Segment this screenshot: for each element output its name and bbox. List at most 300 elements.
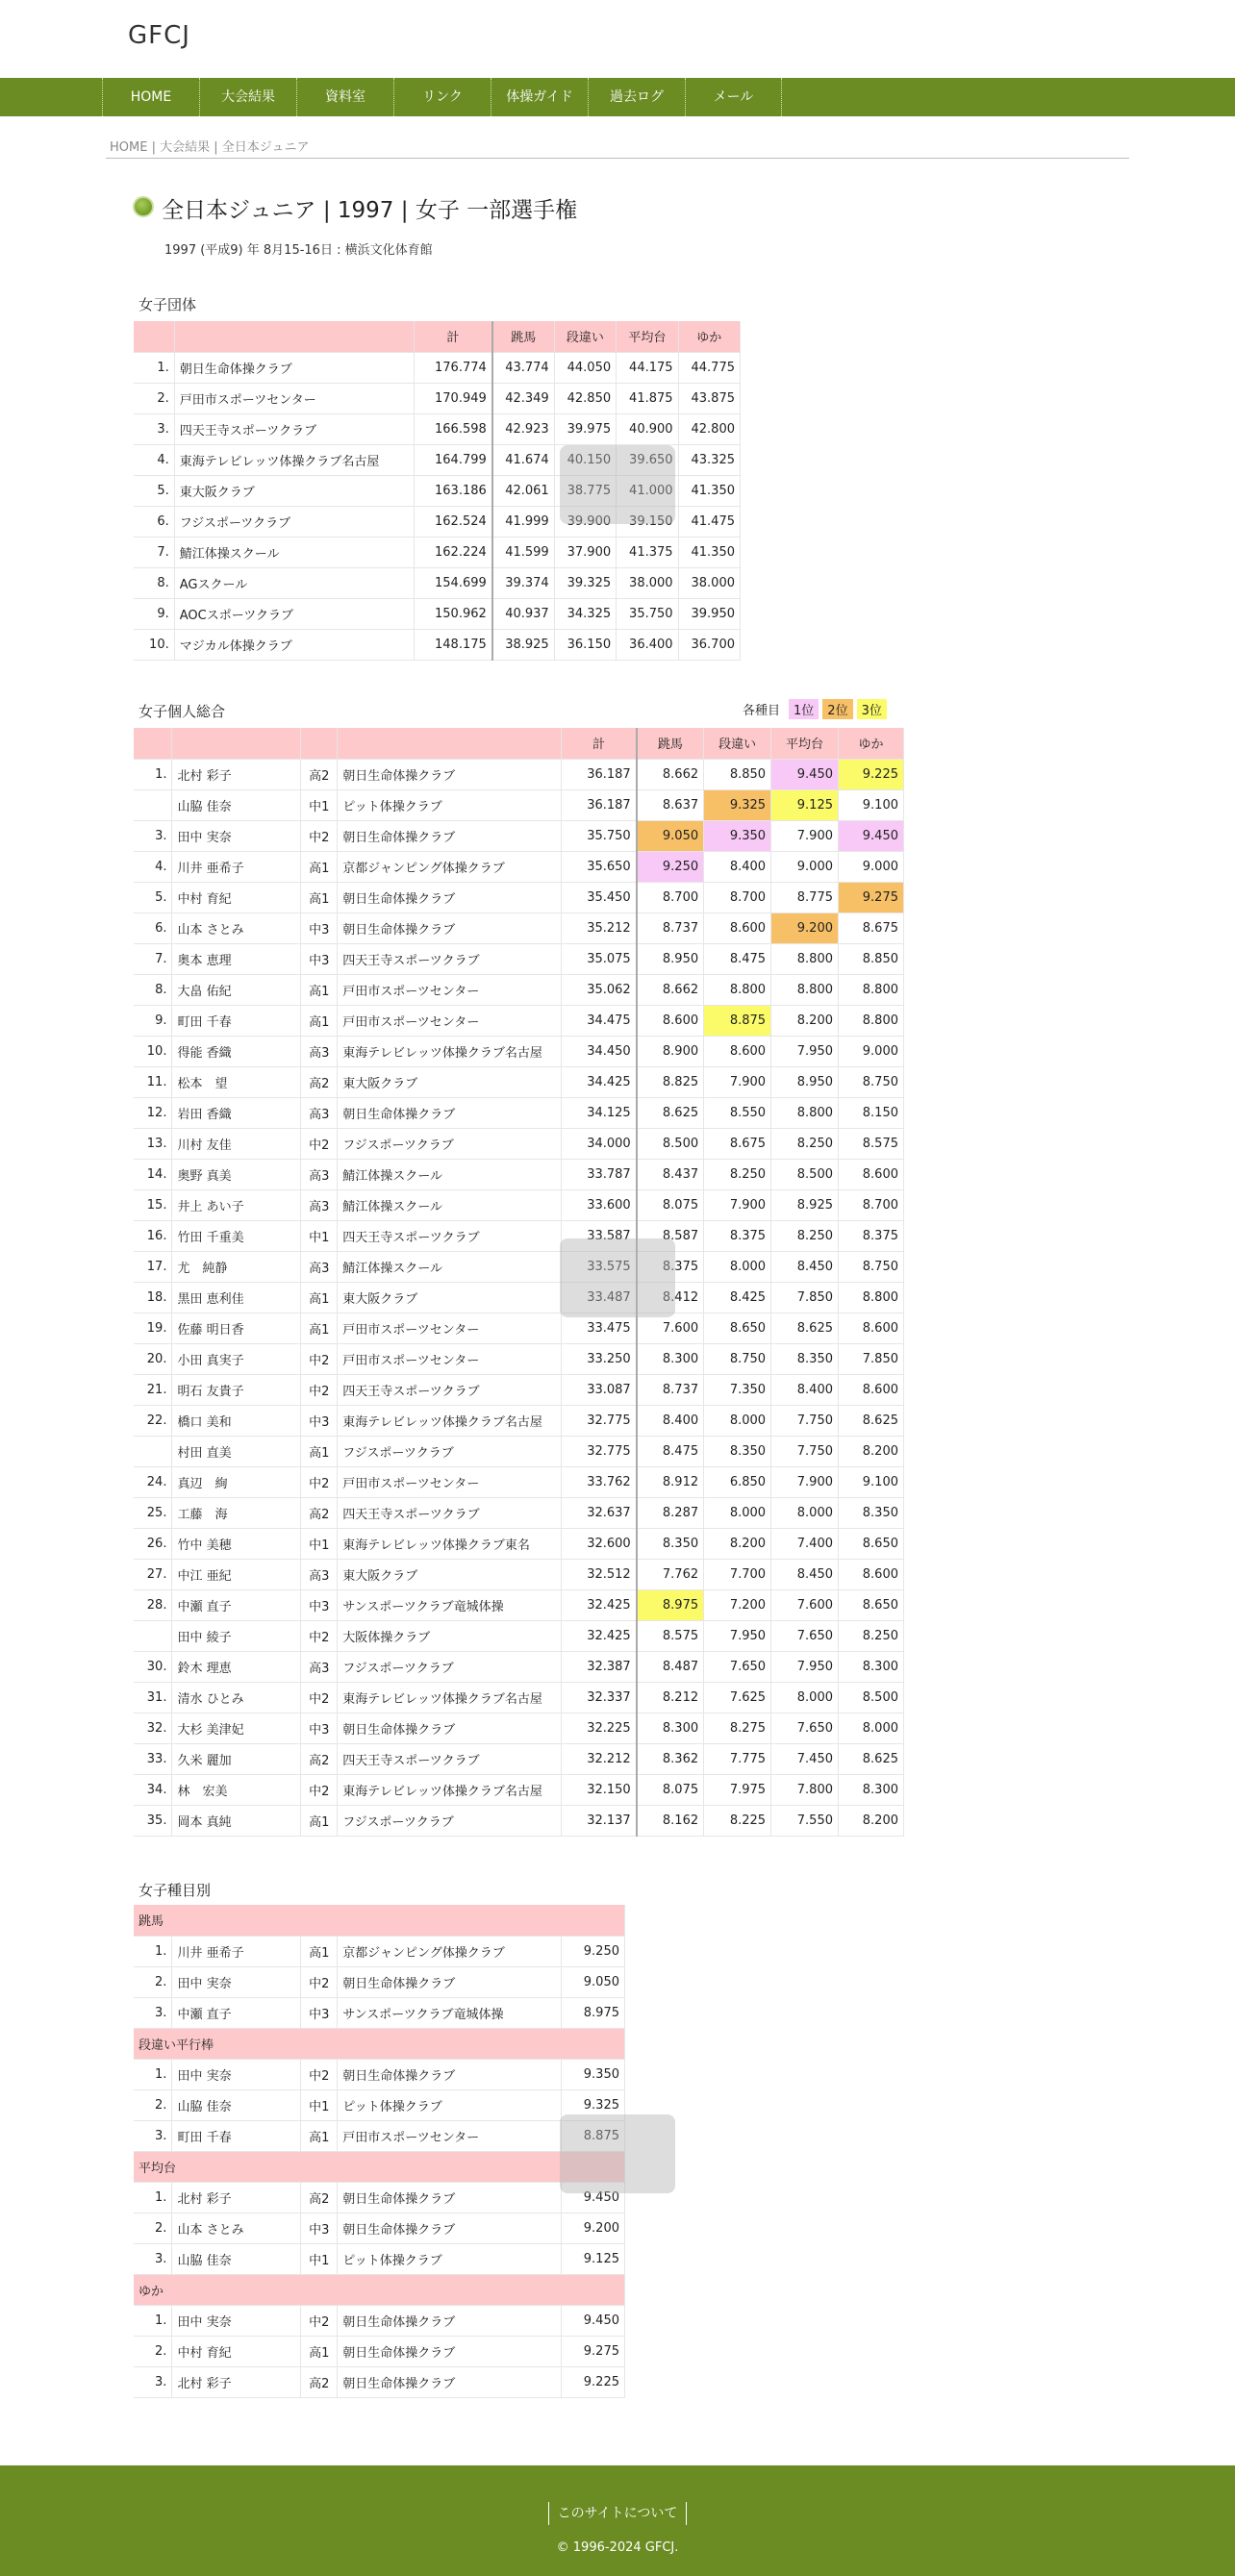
table-cell: 8.487 bbox=[637, 1651, 704, 1682]
table-cell: 14. bbox=[134, 1159, 172, 1189]
table-cell: 25. bbox=[134, 1497, 172, 1528]
table-cell: 5. bbox=[134, 882, 172, 913]
column-header bbox=[134, 321, 174, 352]
table-row bbox=[134, 1743, 904, 1774]
table-cell: 7.600 bbox=[771, 1589, 839, 1620]
table-cell: 13. bbox=[134, 1128, 172, 1159]
table-cell: 朝日生命体操クラブ bbox=[338, 1713, 562, 1743]
table-cell: 村田 直美 bbox=[172, 1436, 301, 1466]
table-cell: 高1 bbox=[301, 1313, 338, 1343]
event-date: 1997 (平成9) 年 8月15-16日 : 横浜文化体育館 bbox=[164, 243, 433, 258]
table-cell: 8.000 bbox=[704, 1251, 771, 1282]
table-cell: 40.150 bbox=[554, 444, 616, 475]
table-cell: 四天王寺スポーツクラブ bbox=[338, 1374, 562, 1405]
table-cell: 8.000 bbox=[771, 1497, 839, 1528]
table-cell: 高1 bbox=[301, 974, 338, 1005]
table-cell: 32.775 bbox=[562, 1436, 637, 1466]
table-cell: 8.850 bbox=[704, 759, 771, 789]
table-cell: 高2 bbox=[301, 1066, 338, 1097]
table-cell: 高1 bbox=[301, 882, 338, 913]
table-cell: 大阪体操クラブ bbox=[338, 1620, 562, 1651]
table-cell: 42.349 bbox=[492, 383, 554, 413]
table-cell: 44.050 bbox=[554, 352, 616, 383]
column-header: 計 bbox=[414, 321, 491, 352]
table-cell: 35.075 bbox=[562, 943, 637, 974]
table-cell: 32. bbox=[134, 1713, 172, 1743]
table-cell: 8.250 bbox=[771, 1220, 839, 1251]
table-cell: 中江 亜紀 bbox=[172, 1559, 301, 1589]
nav-item[interactable]: 体操ガイド bbox=[491, 78, 588, 116]
table-cell: 朝日生命体操クラブ bbox=[338, 2305, 562, 2336]
table-cell: 8.375 bbox=[637, 1251, 704, 1282]
table-cell: フジスポーツクラブ bbox=[338, 1128, 562, 1159]
table-cell: 8.450 bbox=[771, 1251, 839, 1282]
table-cell: 奥本 恵理 bbox=[172, 943, 301, 974]
table-cell: 33.600 bbox=[562, 1189, 637, 1220]
table-cell: 7. bbox=[134, 943, 172, 974]
table-cell: 8.737 bbox=[637, 913, 704, 943]
table-cell: 東海テレビレッツ体操クラブ名古屋 bbox=[338, 1682, 562, 1713]
tap-overlay-icon bbox=[560, 445, 675, 524]
table-cell: 8.287 bbox=[637, 1497, 704, 1528]
table-cell: 33.762 bbox=[562, 1466, 637, 1497]
table-cell: 39.325 bbox=[554, 567, 616, 598]
table-cell: 中1 bbox=[301, 1220, 338, 1251]
nav-item[interactable]: リンク bbox=[393, 78, 491, 116]
table-cell: 9.125 bbox=[562, 2243, 625, 2274]
table-cell: 27. bbox=[134, 1559, 172, 1589]
table-cell: 四天王寺スポーツクラブ bbox=[338, 943, 562, 974]
table-cell: 8.412 bbox=[637, 1282, 704, 1313]
table-cell: 32.425 bbox=[562, 1589, 637, 1620]
table-cell: 9.275 bbox=[562, 2336, 625, 2366]
table-cell: 8.875 bbox=[562, 2120, 625, 2151]
table-cell: 中2 bbox=[301, 1374, 338, 1405]
table-cell: 9.325 bbox=[704, 789, 771, 820]
table-cell: 高3 bbox=[301, 1651, 338, 1682]
table-cell: AOCスポーツクラブ bbox=[174, 598, 414, 629]
table-cell: 8.775 bbox=[771, 882, 839, 913]
table-cell: 9.000 bbox=[771, 851, 839, 882]
table-cell: 岩田 香織 bbox=[172, 1097, 301, 1128]
table-cell: 8.975 bbox=[562, 1997, 625, 2028]
table-cell: 中2 bbox=[301, 820, 338, 851]
table-cell: 41.999 bbox=[492, 506, 554, 537]
table-row bbox=[134, 1343, 904, 1374]
table-cell: 7.650 bbox=[704, 1651, 771, 1682]
table-row bbox=[134, 882, 904, 913]
table-cell: 41.674 bbox=[492, 444, 554, 475]
table-cell: 中3 bbox=[301, 1997, 338, 2028]
table-cell: 18. bbox=[134, 1282, 172, 1313]
table-row bbox=[134, 1497, 904, 1528]
table-cell: 8.600 bbox=[839, 1313, 904, 1343]
table-cell: 小田 真実子 bbox=[172, 1343, 301, 1374]
table-cell: 35.212 bbox=[562, 913, 637, 943]
table-cell: 3. bbox=[134, 413, 174, 444]
table-cell: 36.150 bbox=[554, 629, 616, 660]
table-cell: 高1 bbox=[301, 1436, 338, 1466]
table-cell: 20. bbox=[134, 1343, 172, 1374]
table-cell: 154.699 bbox=[414, 567, 491, 598]
table-cell: 高2 bbox=[301, 2182, 338, 2213]
table-cell: 8.600 bbox=[839, 1159, 904, 1189]
event-group-row bbox=[134, 1905, 625, 1936]
table-row bbox=[134, 1466, 904, 1497]
column-header: ゆか bbox=[678, 321, 740, 352]
breadcrumb[interactable]: HOME | 大会結果 | 全日本ジュニア bbox=[110, 140, 310, 155]
table-cell: 8.575 bbox=[839, 1128, 904, 1159]
table-cell: 高1 bbox=[301, 1005, 338, 1036]
table-cell: 高1 bbox=[301, 2120, 338, 2151]
table-row bbox=[134, 851, 904, 882]
table-cell: 朝日生命体操クラブ bbox=[338, 2182, 562, 2213]
table-cell: 8.075 bbox=[637, 1774, 704, 1805]
table-cell: 田中 実奈 bbox=[172, 1966, 301, 1997]
table-cell: 6.850 bbox=[704, 1466, 771, 1497]
event-results-table bbox=[134, 1905, 625, 2398]
table-cell: 36.187 bbox=[562, 759, 637, 789]
table-cell: 42.800 bbox=[678, 413, 740, 444]
table-cell: 明石 友貴子 bbox=[172, 1374, 301, 1405]
table-cell: 38.000 bbox=[617, 567, 678, 598]
table-row bbox=[134, 2305, 625, 2336]
table-cell: 9.225 bbox=[562, 2366, 625, 2397]
table-cell: 中2 bbox=[301, 1128, 338, 1159]
table-cell: 16. bbox=[134, 1220, 172, 1251]
table-cell: 8.600 bbox=[839, 1559, 904, 1589]
table-cell: 8.000 bbox=[704, 1405, 771, 1436]
table-cell: 41.350 bbox=[678, 537, 740, 567]
table-cell: 中3 bbox=[301, 2213, 338, 2243]
table-cell: 田中 実奈 bbox=[172, 2059, 301, 2089]
table-cell: 9.325 bbox=[562, 2089, 625, 2120]
table-cell: 15. bbox=[134, 1189, 172, 1220]
column-header: 平均台 bbox=[617, 321, 678, 352]
table-cell: 8.350 bbox=[771, 1343, 839, 1374]
table-cell: 奥野 真美 bbox=[172, 1159, 301, 1189]
table-cell: 33.250 bbox=[562, 1343, 637, 1374]
table-cell: 8.825 bbox=[637, 1066, 704, 1097]
nav-item[interactable]: メール bbox=[685, 78, 782, 116]
table-cell: 6. bbox=[134, 913, 172, 943]
table-cell: 中2 bbox=[301, 1774, 338, 1805]
table-cell: 高2 bbox=[301, 2366, 338, 2397]
about-link[interactable]: このサイトについて bbox=[548, 2502, 687, 2525]
table-cell: 34.000 bbox=[562, 1128, 637, 1159]
table-cell: 34. bbox=[134, 1774, 172, 1805]
table-cell: 41.350 bbox=[678, 475, 740, 506]
table-cell: 8.000 bbox=[704, 1497, 771, 1528]
table-cell: 9.200 bbox=[771, 913, 839, 943]
column-header: 段違い bbox=[554, 321, 616, 352]
table-cell bbox=[134, 1620, 172, 1651]
table-cell: 高1 bbox=[301, 1936, 338, 1966]
table-cell: 7.950 bbox=[704, 1620, 771, 1651]
table-cell: 39.150 bbox=[617, 506, 678, 537]
table-cell: 8.587 bbox=[637, 1220, 704, 1251]
table-cell: 竹田 千重美 bbox=[172, 1220, 301, 1251]
table-cell: 川村 友佳 bbox=[172, 1128, 301, 1159]
table-row bbox=[134, 759, 904, 789]
table-cell: 39.374 bbox=[492, 567, 554, 598]
table-cell: 高2 bbox=[301, 1497, 338, 1528]
table-cell: 竹中 美穂 bbox=[172, 1528, 301, 1559]
table-cell: 32.512 bbox=[562, 1559, 637, 1589]
column-header: 計 bbox=[562, 728, 637, 759]
table-cell: 東海テレビレッツ体操クラブ名古屋 bbox=[338, 1036, 562, 1066]
table-cell: 39.950 bbox=[678, 598, 740, 629]
event-name: 平均台 bbox=[134, 2151, 625, 2182]
nav-item[interactable]: 過去ログ bbox=[588, 78, 685, 116]
table-cell: 中1 bbox=[301, 2243, 338, 2274]
table-cell: 43.774 bbox=[492, 352, 554, 383]
table-cell: 2. bbox=[134, 2336, 172, 2366]
table-cell: 戸田市スポーツセンター bbox=[338, 2120, 562, 2151]
table-cell: 37.900 bbox=[554, 537, 616, 567]
table-cell: 31. bbox=[134, 1682, 172, 1713]
table-cell: 7.400 bbox=[771, 1528, 839, 1559]
table-cell: 7.762 bbox=[637, 1559, 704, 1589]
table-cell: 33.087 bbox=[562, 1374, 637, 1405]
table-cell: 鯖江体操スクール bbox=[338, 1251, 562, 1282]
table-cell: 8.200 bbox=[771, 1005, 839, 1036]
table-cell: 9.050 bbox=[637, 820, 704, 851]
table-cell: 田中 綾子 bbox=[172, 1620, 301, 1651]
table-cell: 8.475 bbox=[637, 1436, 704, 1466]
table-row bbox=[134, 1251, 904, 1282]
table-cell: 1. bbox=[134, 2305, 172, 2336]
table-cell: 朝日生命体操クラブ bbox=[338, 882, 562, 913]
table-cell: 8.950 bbox=[771, 1066, 839, 1097]
table-cell: 高3 bbox=[301, 1189, 338, 1220]
table-cell: 35.750 bbox=[562, 820, 637, 851]
table-cell: 8.300 bbox=[839, 1651, 904, 1682]
table-cell: 32.600 bbox=[562, 1528, 637, 1559]
table-cell: 8.662 bbox=[637, 759, 704, 789]
page-title: 全日本ジュニア | 1997 | 女子 一部選手権 bbox=[162, 198, 578, 223]
table-cell: 7.775 bbox=[704, 1743, 771, 1774]
table-cell: 8.500 bbox=[771, 1159, 839, 1189]
table-cell: 34.450 bbox=[562, 1036, 637, 1066]
table-cell: 9.225 bbox=[839, 759, 904, 789]
table-cell: 34.325 bbox=[554, 598, 616, 629]
table-cell: 中3 bbox=[301, 1589, 338, 1620]
table-cell: 東大阪クラブ bbox=[174, 475, 414, 506]
table-cell: 8.250 bbox=[771, 1128, 839, 1159]
column-header bbox=[174, 321, 414, 352]
table-cell: 8.900 bbox=[637, 1036, 704, 1066]
table-cell: 8.150 bbox=[839, 1097, 904, 1128]
table-cell: 3. bbox=[134, 1997, 172, 2028]
table-cell: 7.975 bbox=[704, 1774, 771, 1805]
table-cell: 9.000 bbox=[839, 1036, 904, 1066]
table-cell: 8.700 bbox=[839, 1189, 904, 1220]
table-cell: 10. bbox=[134, 629, 174, 660]
table-cell: サンスポーツクラブ竜城体操 bbox=[338, 1997, 562, 2028]
table-cell: 中2 bbox=[301, 1682, 338, 1713]
table-cell: 8.275 bbox=[704, 1713, 771, 1743]
table-cell: 7.650 bbox=[771, 1713, 839, 1743]
event-group-row bbox=[134, 2274, 625, 2305]
breadcrumb-divider bbox=[106, 158, 1129, 159]
table-cell: 東海テレビレッツ体操クラブ名古屋 bbox=[338, 1774, 562, 1805]
footer bbox=[0, 2465, 1235, 2576]
table-row bbox=[134, 1589, 904, 1620]
table-cell: 中3 bbox=[301, 913, 338, 943]
table-cell: 戸田市スポーツセンター bbox=[338, 1005, 562, 1036]
table-cell: 高2 bbox=[301, 1743, 338, 1774]
table-cell: 3. bbox=[134, 2243, 172, 2274]
table-cell bbox=[134, 789, 172, 820]
individual-heading: 女子個人総合 bbox=[139, 703, 226, 720]
table-cell: 四天王寺スポーツクラブ bbox=[174, 413, 414, 444]
table-cell: 7.550 bbox=[771, 1805, 839, 1836]
table-cell: 9.350 bbox=[562, 2059, 625, 2089]
table-cell: 7.850 bbox=[839, 1343, 904, 1374]
table-cell: 中2 bbox=[301, 1620, 338, 1651]
table-cell: 9.250 bbox=[637, 851, 704, 882]
table-cell: 35.750 bbox=[617, 598, 678, 629]
table-cell: 高1 bbox=[301, 1282, 338, 1313]
table-cell: 東海テレビレッツ体操クラブ名古屋 bbox=[338, 1405, 562, 1436]
table-cell: 41.375 bbox=[617, 537, 678, 567]
table-cell: 8. bbox=[134, 567, 174, 598]
table-cell: 7.900 bbox=[771, 1466, 839, 1497]
table-cell: 9.100 bbox=[839, 789, 904, 820]
event-name: ゆか bbox=[134, 2274, 625, 2305]
main-nav bbox=[0, 78, 1235, 116]
table-row bbox=[134, 974, 904, 1005]
table-cell: 9.000 bbox=[839, 851, 904, 882]
table-cell: 8.400 bbox=[771, 1374, 839, 1405]
table-cell: 38.925 bbox=[492, 629, 554, 660]
table-cell: 工藤 海 bbox=[172, 1497, 301, 1528]
table-cell: 5. bbox=[134, 475, 174, 506]
table-cell: 京都ジャンピング体操クラブ bbox=[338, 851, 562, 882]
table-cell: 8.800 bbox=[771, 943, 839, 974]
table-cell: 高3 bbox=[301, 1097, 338, 1128]
table-cell: 9.050 bbox=[562, 1966, 625, 1997]
table-cell: 42.850 bbox=[554, 383, 616, 413]
table-cell: 33.787 bbox=[562, 1159, 637, 1189]
nav-item[interactable]: HOME bbox=[102, 78, 199, 116]
table-row bbox=[134, 2213, 625, 2243]
table-cell: 京都ジャンピング体操クラブ bbox=[338, 1936, 562, 1966]
table-cell: 8.250 bbox=[704, 1159, 771, 1189]
table-cell: フジスポーツクラブ bbox=[338, 1436, 562, 1466]
table-cell: 42.923 bbox=[492, 413, 554, 444]
table-cell: 川井 亜希子 bbox=[172, 851, 301, 882]
table-cell: 1. bbox=[134, 352, 174, 383]
table-cell: 8.750 bbox=[839, 1251, 904, 1282]
table-cell: 8.350 bbox=[839, 1497, 904, 1528]
table-row bbox=[134, 1374, 904, 1405]
nav-item[interactable]: 大会結果 bbox=[199, 78, 296, 116]
table-cell: 東大阪クラブ bbox=[338, 1066, 562, 1097]
table-cell: 8.362 bbox=[637, 1743, 704, 1774]
table-cell: 中瀬 直子 bbox=[172, 1997, 301, 2028]
table-cell: 8.925 bbox=[771, 1189, 839, 1220]
table-cell: 170.949 bbox=[414, 383, 491, 413]
table-row bbox=[134, 1405, 904, 1436]
table-cell: 朝日生命体操クラブ bbox=[338, 1097, 562, 1128]
table-cell: 10. bbox=[134, 1036, 172, 1066]
table-cell: 43.325 bbox=[678, 444, 740, 475]
table-row bbox=[134, 1805, 904, 1836]
table-cell: 8.750 bbox=[839, 1066, 904, 1097]
table-cell: 朝日生命体操クラブ bbox=[338, 820, 562, 851]
table-row bbox=[134, 1774, 904, 1805]
table-cell: 8.737 bbox=[637, 1374, 704, 1405]
table-cell: 7.900 bbox=[771, 820, 839, 851]
table-cell: 9.450 bbox=[771, 759, 839, 789]
table-row bbox=[134, 2366, 625, 2397]
events-heading: 女子種目別 bbox=[139, 1882, 212, 1899]
table-cell: 3. bbox=[134, 2366, 172, 2397]
table-cell: 真辺 絢 bbox=[172, 1466, 301, 1497]
table-header-row bbox=[134, 728, 904, 759]
table-cell: 43.875 bbox=[678, 383, 740, 413]
table-cell: 高2 bbox=[301, 759, 338, 789]
table-cell: 8.575 bbox=[637, 1620, 704, 1651]
table-cell: 36.700 bbox=[678, 629, 740, 660]
column-header bbox=[338, 728, 562, 759]
table-cell: AGスクール bbox=[174, 567, 414, 598]
table-cell: 得能 香織 bbox=[172, 1036, 301, 1066]
table-cell: 町田 千春 bbox=[172, 2120, 301, 2151]
table-cell: 岡本 真純 bbox=[172, 1805, 301, 1836]
table-cell: 34.475 bbox=[562, 1005, 637, 1036]
table-cell: ピット体操クラブ bbox=[338, 2089, 562, 2120]
table-cell: 22. bbox=[134, 1405, 172, 1436]
table-row bbox=[134, 1620, 904, 1651]
table-row bbox=[134, 1282, 904, 1313]
site-title[interactable]: GFCJ bbox=[128, 21, 190, 50]
table-cell: 中村 育紀 bbox=[172, 882, 301, 913]
table-row bbox=[134, 629, 741, 660]
table-cell: 7.900 bbox=[704, 1066, 771, 1097]
table-row bbox=[134, 352, 741, 383]
table-cell: 尤 純静 bbox=[172, 1251, 301, 1282]
table-cell: 44.175 bbox=[617, 352, 678, 383]
table-cell: 川井 亜希子 bbox=[172, 1936, 301, 1966]
nav-item[interactable]: 資料室 bbox=[296, 78, 393, 116]
table-cell: 中3 bbox=[301, 943, 338, 974]
table-cell: 26. bbox=[134, 1528, 172, 1559]
table-cell: 鯖江体操スクール bbox=[338, 1159, 562, 1189]
table-cell: 1. bbox=[134, 759, 172, 789]
table-row bbox=[134, 1997, 625, 2028]
table-cell: 7.850 bbox=[771, 1282, 839, 1313]
table-cell: 1. bbox=[134, 2059, 172, 2089]
table-cell: 42.061 bbox=[492, 475, 554, 506]
table-cell: フジスポーツクラブ bbox=[338, 1651, 562, 1682]
table-row bbox=[134, 1651, 904, 1682]
table-cell: 東大阪クラブ bbox=[338, 1282, 562, 1313]
table-row bbox=[134, 2182, 625, 2213]
table-cell: 久米 麗加 bbox=[172, 1743, 301, 1774]
table-cell: 8.625 bbox=[637, 1097, 704, 1128]
table-cell: 8.500 bbox=[637, 1128, 704, 1159]
legend-rank-3: 3位 bbox=[857, 699, 887, 719]
table-cell: 中2 bbox=[301, 1343, 338, 1374]
table-cell: 8.950 bbox=[637, 943, 704, 974]
table-cell: 8.350 bbox=[637, 1528, 704, 1559]
table-cell: 8.162 bbox=[637, 1805, 704, 1836]
table-cell: 2. bbox=[134, 2089, 172, 2120]
table-cell: 8.375 bbox=[839, 1220, 904, 1251]
